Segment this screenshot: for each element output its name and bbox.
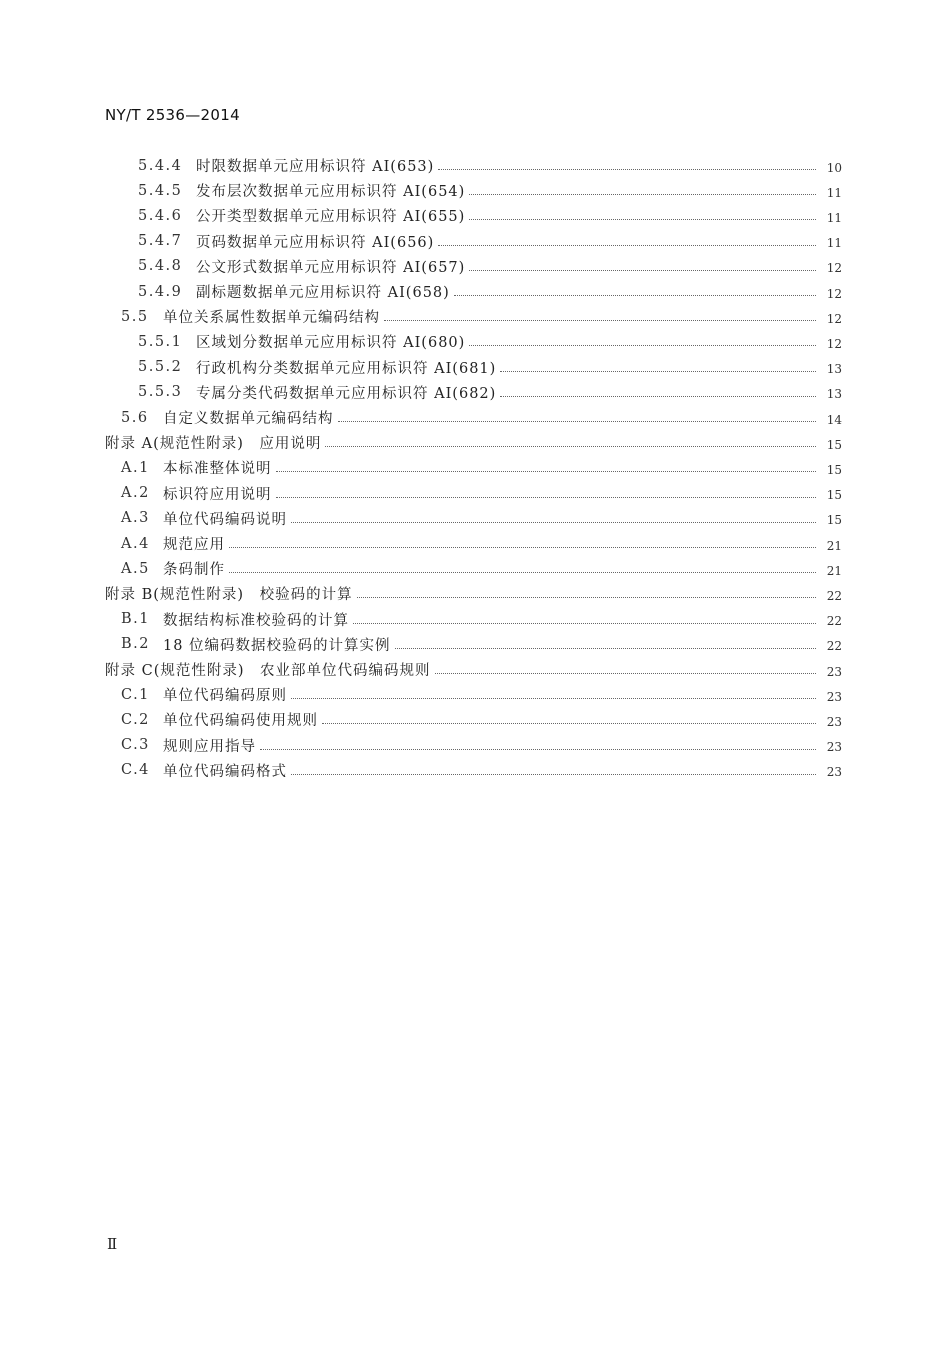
toc-entry[interactable] [121,632,842,657]
toc-entry[interactable] [121,707,842,732]
toc-dot-leader [384,320,816,321]
toc-entry-title: 附录 A(规范性附录) 应用说明 [105,436,322,453]
toc-entry[interactable] [121,682,842,707]
toc-dot-leader [276,471,817,472]
toc-dot-leader [500,396,816,397]
toc-entry-title: 数据结构标准校验码的计算 [163,612,349,629]
toc-entry[interactable] [121,405,842,430]
toc-entry-page: 11 [826,236,842,251]
toc-entry[interactable] [138,178,842,203]
toc-dot-leader [469,270,816,271]
toc-entry-page: 15 [826,462,842,477]
page-number: Ⅱ [107,1235,118,1253]
toc-entry-title: 副标题数据单元应用标识符 AI(658) [196,285,450,301]
toc-entry-page: 22 [826,588,842,603]
toc-dot-leader [291,698,816,699]
toc-entry[interactable] [121,733,842,758]
toc-dot-leader [276,497,817,498]
toc-entry-title: 区域划分数据单元应用标识符 AI(680) [196,335,466,352]
toc-entry-page: 13 [826,387,842,402]
toc-entry-number: A.3 [121,510,150,527]
toc-entry-page: 12 [826,311,842,326]
toc-entry[interactable] [121,607,842,632]
toc-entry-page: 22 [826,639,842,654]
toc-entry-title: 18 位编码数据校验码的计算实例 [163,637,391,654]
toc-entry-page: 23 [826,765,842,780]
toc-entry-number: 5.5.3 [138,384,183,401]
toc-entry-page: 15 [826,437,842,452]
toc-entry-number: 5.5.1 [138,333,183,350]
toc-entry-title: 附录 C(规范性附录) 农业部单位代码编码规则 [105,663,431,679]
toc-entry-number: 5.4.6 [138,207,183,224]
document-code-header: NY/T 2536—2014 [105,106,240,124]
toc-entry-number: 5.6 [121,409,149,426]
toc-entry-title: 标识符应用说明 [163,486,272,503]
toc-entry-page: 12 [826,286,842,301]
toc-entry-page: 15 [826,513,842,528]
toc-entry-number: 5.4.9 [138,283,183,300]
toc-entry[interactable] [138,254,842,279]
toc-entry-page: 11 [826,185,842,200]
toc-entry[interactable] [105,657,842,682]
toc-entry-title: 单位代码编码使用规则 [163,713,318,730]
toc-entry-number: 5.4.4 [138,157,183,174]
toc-entry-page: 21 [826,563,842,578]
toc-entry-title: 附录 B(规范性附录) 校验码的计算 [105,587,353,604]
toc-entry-title: 本标准整体说明 [163,461,272,478]
toc-entry[interactable] [138,329,842,354]
toc-entry-page: 11 [826,210,842,225]
toc-entry-number: C.1 [121,686,150,703]
toc-entry-title: 专属分类代码数据单元应用标识符 AI(682) [196,385,497,402]
toc-dot-leader [435,673,816,674]
toc-dot-leader [291,774,816,775]
toc-dot-leader [395,648,816,649]
toc-entry-page: 23 [826,714,842,729]
toc-entry[interactable] [138,203,842,228]
toc-dot-leader [500,371,816,372]
toc-entry-title: 行政机构分类数据单元应用标识符 AI(681) [196,360,497,377]
toc-entry-number: 5.4.5 [138,182,183,199]
toc-entry-number: A.1 [121,459,150,476]
toc-entry-page: 23 [826,664,842,679]
toc-dot-leader [325,446,816,447]
toc-entry-number: C.3 [121,737,150,754]
toc-entry-title: 公文形式数据单元应用标识符 AI(657) [196,259,466,276]
toc-dot-leader [322,723,816,724]
toc-entry-title: 页码数据单元应用标识符 AI(656) [196,234,435,251]
toc-entry-number: 5.5.2 [138,359,183,376]
toc-entry-number: C.4 [121,762,150,779]
toc-entry-title: 条码制作 [163,562,225,579]
toc-entry-page: 13 [826,362,842,377]
toc-entry-page: 12 [826,261,842,276]
toc-dot-leader [229,572,816,573]
toc-dot-leader [260,749,816,750]
toc-dot-leader [291,522,816,523]
toc-dot-leader [469,345,816,346]
toc-dot-leader [229,547,816,548]
toc-entry-number: B.1 [121,611,150,628]
toc-dot-leader [438,169,816,170]
toc-dot-leader [338,421,817,422]
toc-entry-title: 自定义数据单元编码结构 [163,411,334,427]
toc-entry[interactable] [138,279,842,304]
toc-entry-page: 15 [826,488,842,503]
toc-entry-page: 23 [826,689,842,704]
toc-entry-number: 5.5 [121,308,149,325]
toc-entry-number: C.2 [121,711,150,728]
toc-entry[interactable] [121,455,842,480]
toc-entry-page: 22 [826,614,842,629]
toc-entry[interactable] [138,229,842,254]
toc-dot-leader [469,194,816,195]
toc-entry-page: 10 [826,160,842,175]
toc-entry-number: A.2 [121,485,150,502]
toc-entry[interactable] [121,556,842,581]
toc-entry-page: 14 [826,412,842,427]
toc-entry-title: 单位代码编码原则 [163,688,287,705]
toc-entry-page: 23 [826,740,842,755]
toc-entry-title: 单位代码编码说明 [163,511,287,528]
toc-entry[interactable] [121,531,842,556]
toc-entry[interactable] [105,581,842,606]
toc-entry-title: 单位代码编码格式 [163,763,287,780]
toc-entry-number: 5.4.7 [138,233,183,250]
toc-dot-leader [357,597,816,598]
toc-entry-page: 12 [826,336,842,351]
toc-entry-title: 规范应用 [163,537,225,553]
toc-entry-title: 公开类型数据单元应用标识符 AI(655) [196,209,466,226]
toc-entry[interactable] [121,506,842,531]
toc-entry-title: 时限数据单元应用标识符 AI(653) [196,159,435,175]
toc-entry[interactable] [105,430,842,455]
toc-entry[interactable] [138,153,842,178]
toc-entry[interactable] [121,304,842,329]
toc-entry[interactable] [138,355,842,380]
toc-dot-leader [438,245,816,246]
toc-entry-number: B.2 [121,636,150,653]
toc-entry-number: A.4 [121,535,150,552]
toc-entry-title: 单位关系属性数据单元编码结构 [163,310,380,327]
toc-dot-leader [353,623,816,624]
toc-entry-title: 发布层次数据单元应用标识符 AI(654) [196,184,466,201]
toc-entry-number: 5.4.8 [138,258,183,275]
toc-entry[interactable] [121,758,842,783]
toc-dot-leader [454,295,816,296]
toc-entry[interactable] [121,481,842,506]
toc-entry-title: 规则应用指导 [163,738,256,755]
toc-entry[interactable] [138,380,842,405]
toc-entry-page: 21 [826,538,842,553]
toc-entry-number: A.5 [121,560,150,577]
toc-dot-leader [469,219,816,220]
